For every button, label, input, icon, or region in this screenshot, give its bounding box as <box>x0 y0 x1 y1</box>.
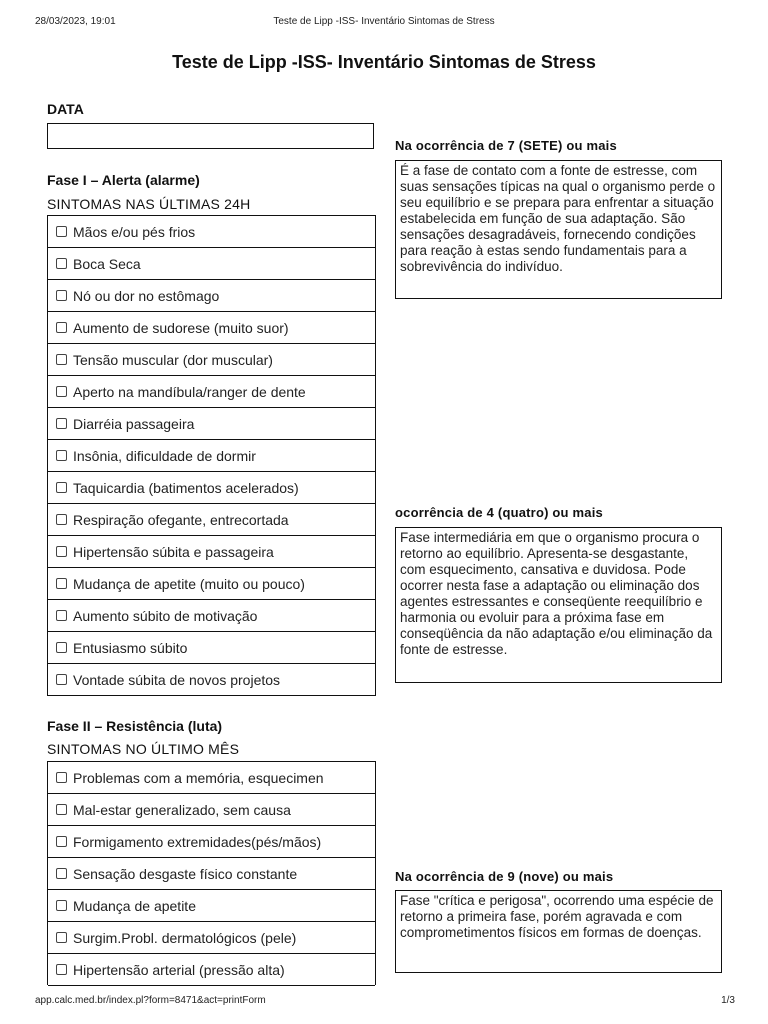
checkbox-icon[interactable] <box>56 674 67 685</box>
symptom-label: Entusiasmo súbito <box>73 639 188 656</box>
symptom-item[interactable] <box>48 568 375 600</box>
symptom-label: Taquicardia (batimentos acelerados) <box>73 479 299 496</box>
symptom-label: Hipertensão arterial (pressão alta) <box>73 961 285 978</box>
symptom-item[interactable] <box>48 632 375 664</box>
occurrence-4-description: Fase intermediária em que o organismo procura o retorno ao equilíbrio. Apresenta-se desgastante, com esquecimento, cansativa e duvidosa. Pode ocorrer nesta fase a adaptação ou eliminação dos agentes estressantes e conseqüente reequilíbrio e harmonia ou evoluir para a próxima fase em conseqüência da não adaptação e/ou eliminação da fonte de estresse. <box>395 527 722 683</box>
symptom-item[interactable] <box>48 890 375 922</box>
phase2-symptom-list <box>47 761 376 985</box>
phase1-subtitle: SINTOMAS NAS ÚLTIMAS 24H <box>47 196 251 212</box>
symptom-item[interactable] <box>48 922 375 954</box>
date-label: DATA <box>47 101 84 117</box>
checkbox-icon[interactable] <box>56 964 67 975</box>
symptom-item[interactable] <box>48 312 375 344</box>
print-datetime: 28/03/2023, 19:01 <box>35 16 116 27</box>
occurrence-7-description: É a fase de contato com a fonte de estresse, com suas sensações típicas na qual o organismo perde o seu equilíbrio e se prepara para enfrentar a situação estabelecida em função de sua adaptação. São sensações desagradáveis, fornecendo condições para reação à estas sendo fundamentais para a sobrevivência do indivíduo. <box>395 160 722 299</box>
phase2-subtitle: SINTOMAS NO ÚLTIMO MÊS <box>47 741 240 757</box>
symptom-label: Mal-estar generalizado, sem causa <box>73 801 291 818</box>
page-number: 1/3 <box>721 995 735 1006</box>
date-input[interactable] <box>47 123 374 149</box>
symptom-label: Nó ou dor no estômago <box>73 287 220 304</box>
symptom-item[interactable] <box>48 826 375 858</box>
checkbox-icon[interactable] <box>56 772 67 783</box>
symptom-label: Surgim.Probl. dermatológicos (pele) <box>73 929 297 946</box>
page-title: Teste de Lipp -ISS- Inventário Sintomas de Stress <box>172 52 596 72</box>
print-header-title: Teste de Lipp -ISS- Inventário Sintomas de Stress <box>273 16 495 27</box>
symptom-item[interactable] <box>48 280 375 312</box>
checkbox-icon[interactable] <box>56 450 67 461</box>
symptom-label: Formigamento extremidades(pés/mãos) <box>73 833 322 850</box>
occurrence-9-description: Fase "crítica e perigosa", ocorrendo uma espécie de retorno a primeira fase, porém agravada e com comprometimentos físicos em formas de doenças. <box>395 890 722 973</box>
symptom-label: Mãos e/ou pés frios <box>73 223 196 240</box>
phase1-symptom-list <box>47 215 376 696</box>
checkbox-icon[interactable] <box>56 900 67 911</box>
checkbox-icon[interactable] <box>56 226 67 237</box>
checkbox-icon[interactable] <box>56 578 67 589</box>
symptom-label: Insônia, dificuldade de dormir <box>73 447 256 464</box>
symptom-item[interactable] <box>48 216 375 248</box>
symptom-label: Hipertensão súbita e passageira <box>73 543 274 560</box>
checkbox-icon[interactable] <box>56 804 67 815</box>
symptom-item[interactable] <box>48 954 375 986</box>
footer-url: app.calc.med.br/index.pl?form=8471&act=printForm <box>35 995 266 1006</box>
symptom-item[interactable] <box>48 408 375 440</box>
symptom-item[interactable] <box>48 794 375 826</box>
phase2-title: Fase II – Resistência (luta) <box>47 718 223 734</box>
symptom-label: Sensação desgaste físico constante <box>73 865 298 882</box>
symptom-item[interactable] <box>48 472 375 504</box>
symptom-label: Boca Seca <box>73 255 141 272</box>
symptom-item[interactable] <box>48 440 375 472</box>
symptom-label: Mudança de apetite (muito ou pouco) <box>73 575 305 592</box>
symptom-label: Aumento de sudorese (muito suor) <box>73 319 289 336</box>
symptom-label: Vontade súbita de novos projetos <box>73 671 281 688</box>
symptom-item[interactable] <box>48 762 375 794</box>
symptom-label: Diarréia passageira <box>73 415 195 432</box>
symptom-item[interactable] <box>48 600 375 632</box>
checkbox-icon[interactable] <box>56 354 67 365</box>
checkbox-icon[interactable] <box>56 514 67 525</box>
checkbox-icon[interactable] <box>56 546 67 557</box>
symptom-label: Aperto na mandíbula/ranger de dente <box>73 383 306 400</box>
checkbox-icon[interactable] <box>56 258 67 269</box>
checkbox-icon[interactable] <box>56 418 67 429</box>
symptom-item[interactable] <box>48 376 375 408</box>
symptom-label: Aumento súbito de motivação <box>73 607 258 624</box>
symptom-item[interactable] <box>48 536 375 568</box>
checkbox-icon[interactable] <box>56 868 67 879</box>
symptom-item[interactable] <box>48 664 375 696</box>
occurrence-9-title: Na ocorrência de 9 (nove) ou mais <box>395 869 614 884</box>
checkbox-icon[interactable] <box>56 482 67 493</box>
phase1-title: Fase I – Alerta (alarme) <box>47 172 200 188</box>
checkbox-icon[interactable] <box>56 642 67 653</box>
occurrence-7-title: Na ocorrência de 7 (SETE) ou mais <box>395 138 617 153</box>
checkbox-icon[interactable] <box>56 610 67 621</box>
checkbox-icon[interactable] <box>56 322 67 333</box>
symptom-label: Tensão muscular (dor muscular) <box>73 351 273 368</box>
symptom-item[interactable] <box>48 858 375 890</box>
checkbox-icon[interactable] <box>56 836 67 847</box>
symptom-label: Respiração ofegante, entrecortada <box>73 511 289 528</box>
checkbox-icon[interactable] <box>56 386 67 397</box>
symptom-label: Mudança de apetite <box>73 897 196 914</box>
checkbox-icon[interactable] <box>56 290 67 301</box>
symptom-label: Problemas com a memória, esquecimen <box>73 769 324 786</box>
symptom-item[interactable] <box>48 504 375 536</box>
checkbox-icon[interactable] <box>56 932 67 943</box>
symptom-item[interactable] <box>48 344 375 376</box>
symptom-item[interactable] <box>48 248 375 280</box>
occurrence-4-title: ocorrência de 4 (quatro) ou mais <box>395 505 603 520</box>
